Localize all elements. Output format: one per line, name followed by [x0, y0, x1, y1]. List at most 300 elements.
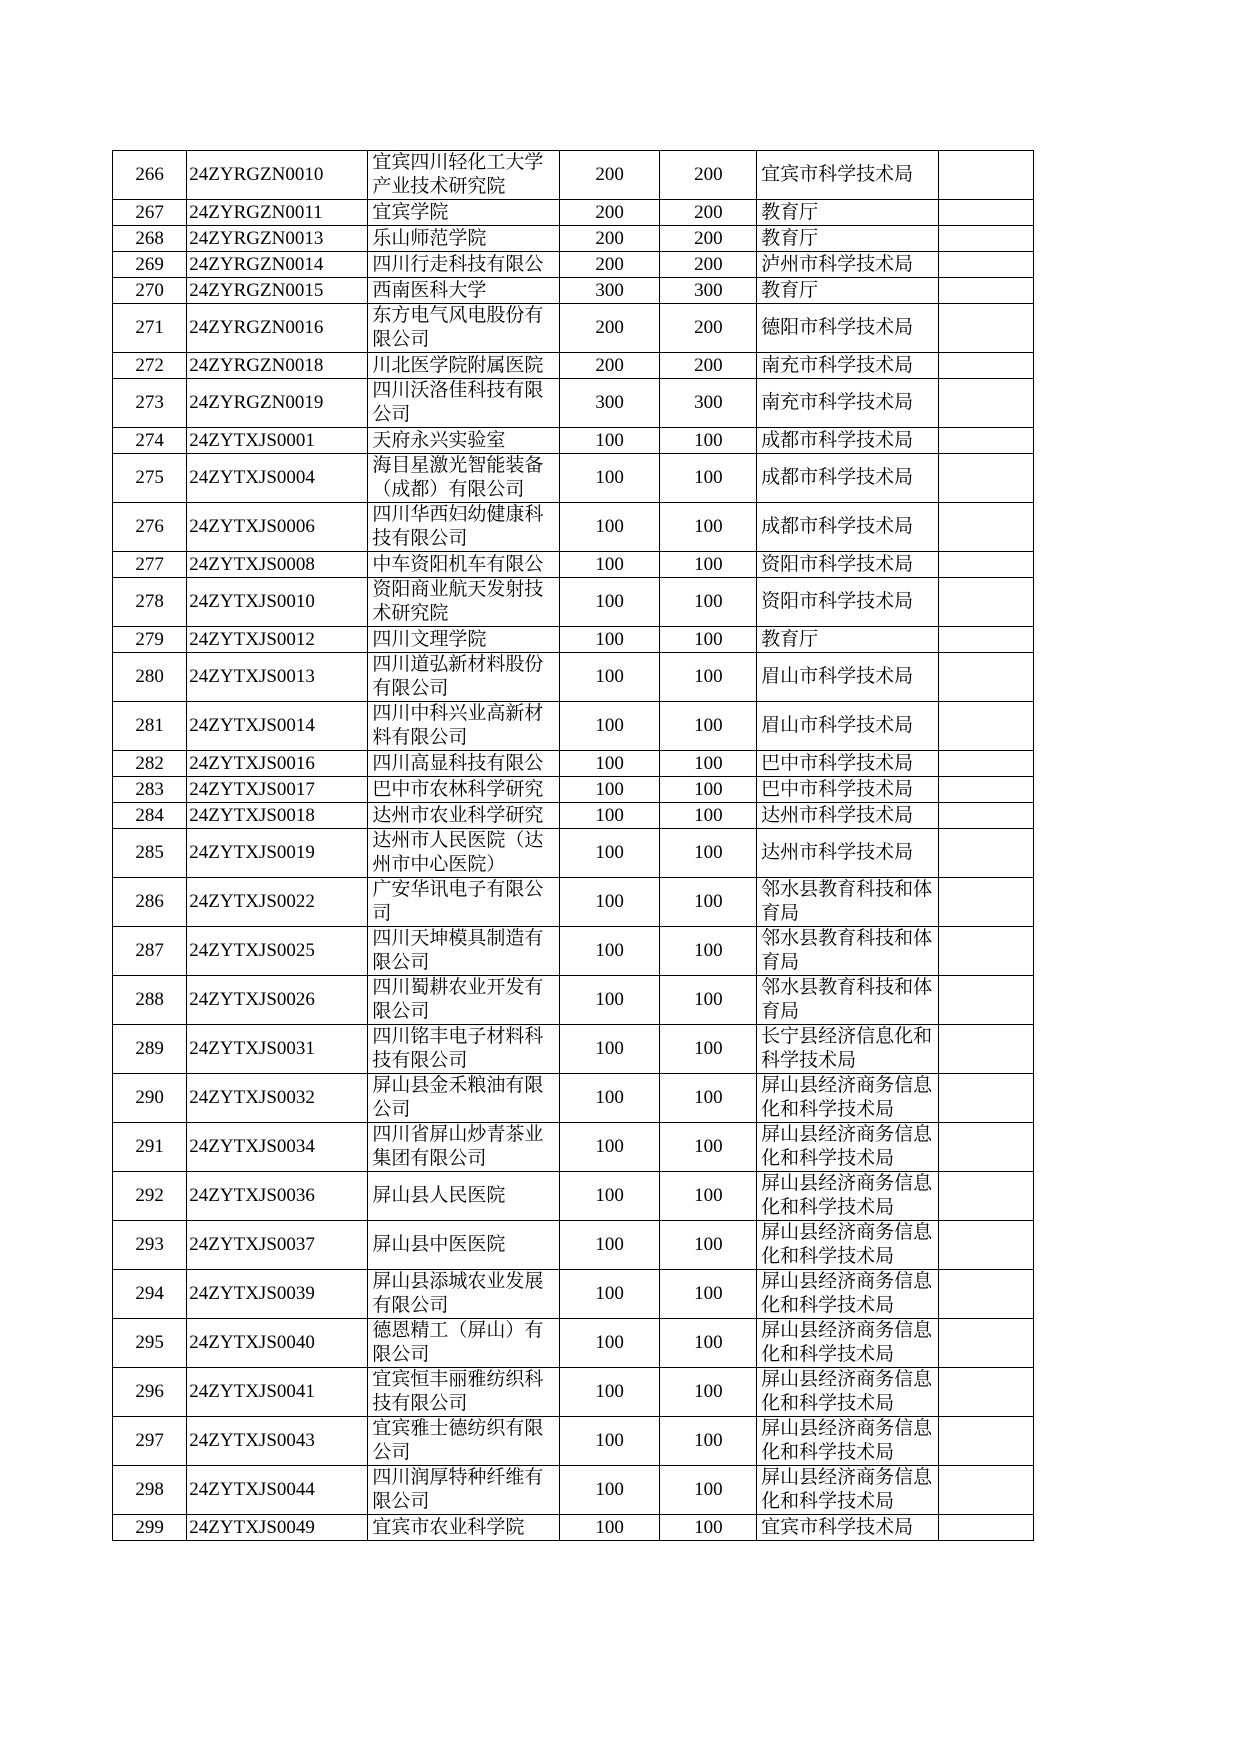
cell-note — [939, 278, 1034, 304]
table-row — [113, 1368, 1034, 1417]
cell-project-code — [187, 1515, 368, 1541]
cell-project-code-text: 24ZYTXJS0018 — [189, 804, 315, 826]
cell-index-text: 289 — [135, 1038, 164, 1059]
cell-index — [113, 278, 187, 304]
cell-amount-a — [559, 1025, 660, 1074]
cell-department-text: 德阳市科学技术局 — [761, 317, 914, 338]
cell-unit-name-text: 屏山县金禾粮油有限公司 — [372, 1075, 544, 1120]
cell-unit-name — [368, 1417, 559, 1466]
cell-amount-b-text: 200 — [694, 227, 723, 249]
cell-amount-b-text: 100 — [694, 467, 723, 488]
cell-amount-a-text: 100 — [595, 1332, 624, 1353]
table-row — [113, 878, 1034, 927]
cell-amount-a-text: 100 — [595, 1136, 624, 1157]
cell-amount-b-text: 100 — [694, 516, 723, 537]
cell-index-text: 299 — [135, 1516, 164, 1538]
cell-project-code-text: 24ZYTXJS0001 — [189, 429, 315, 451]
cell-project-code — [187, 1466, 368, 1515]
cell-department — [757, 1368, 939, 1417]
table-row — [113, 1466, 1034, 1515]
cell-index — [113, 1270, 187, 1319]
cell-note — [939, 200, 1034, 226]
cell-project-code-text: 24ZYTXJS0004 — [189, 467, 315, 488]
cell-department — [757, 503, 939, 552]
cell-amount-b — [660, 627, 757, 653]
cell-index — [113, 878, 187, 927]
cell-amount-a-text: 100 — [595, 429, 624, 451]
cell-amount-b-text: 200 — [694, 253, 723, 275]
cell-department-text: 屏山县经济商务信息化和科学技术局 — [761, 1418, 933, 1463]
cell-project-code-text: 24ZYTXJS0026 — [189, 989, 315, 1010]
cell-department-text: 资阳市科学技术局 — [761, 591, 914, 612]
cell-index — [113, 503, 187, 552]
cell-amount-b — [660, 379, 757, 428]
table-row — [113, 927, 1034, 976]
cell-amount-a-text: 100 — [595, 1516, 624, 1538]
cell-note — [939, 353, 1034, 379]
cell-unit-name-text: 四川蜀耕农业开发有限公司 — [372, 977, 544, 1022]
cell-index — [113, 428, 187, 454]
cell-department — [757, 829, 939, 878]
cell-amount-a-text: 100 — [595, 1038, 624, 1059]
cell-department-text: 成都市科学技术局 — [761, 429, 914, 451]
cell-project-code — [187, 777, 368, 803]
cell-amount-b-text: 100 — [694, 1185, 723, 1206]
cell-amount-a-text: 100 — [595, 1381, 624, 1402]
cell-amount-a — [559, 252, 660, 278]
cell-amount-b-text: 200 — [694, 164, 723, 185]
cell-amount-b-text: 100 — [694, 1430, 723, 1451]
cell-department-text: 教育厅 — [761, 279, 819, 301]
cell-project-code — [187, 304, 368, 353]
cell-project-code — [187, 878, 368, 927]
cell-unit-name — [368, 829, 559, 878]
cell-department-text: 屏山县经济商务信息化和科学技术局 — [761, 1369, 933, 1414]
cell-amount-a — [559, 777, 660, 803]
cell-amount-a — [559, 278, 660, 304]
cell-index — [113, 200, 187, 226]
cell-note — [939, 627, 1034, 653]
cell-department-text: 屏山县经济商务信息化和科学技术局 — [761, 1320, 933, 1365]
cell-index-text: 288 — [135, 989, 164, 1010]
cell-amount-a-text: 100 — [595, 804, 624, 826]
cell-unit-name — [368, 927, 559, 976]
cell-unit-name — [368, 304, 559, 353]
cell-amount-b — [660, 829, 757, 878]
cell-note — [939, 252, 1034, 278]
cell-amount-b-text: 100 — [694, 715, 723, 736]
cell-amount-a — [559, 200, 660, 226]
cell-unit-name — [368, 151, 559, 200]
cell-unit-name-text: 天府永兴实验室 — [372, 429, 506, 451]
cell-amount-a-text: 100 — [595, 628, 624, 650]
cell-amount-a — [559, 878, 660, 927]
cell-note — [939, 1172, 1034, 1221]
cell-index — [113, 627, 187, 653]
cell-index-text: 298 — [135, 1479, 164, 1500]
table-row — [113, 200, 1034, 226]
cell-department-text: 屏山县经济商务信息化和科学技术局 — [761, 1222, 933, 1267]
cell-project-code-text: 24ZYRGZN0013 — [189, 227, 324, 249]
cell-amount-b — [660, 1172, 757, 1221]
cell-index — [113, 976, 187, 1025]
cell-index-text: 291 — [135, 1136, 164, 1157]
cell-note — [939, 1515, 1034, 1541]
cell-note — [939, 653, 1034, 702]
cell-unit-name — [368, 252, 559, 278]
cell-project-code-text: 24ZYTXJS0031 — [189, 1038, 315, 1059]
table-row — [113, 304, 1034, 353]
table-row — [113, 803, 1034, 829]
table-row — [113, 1515, 1034, 1541]
cell-amount-b-text: 100 — [694, 628, 723, 650]
cell-project-code — [187, 428, 368, 454]
cell-department-text: 成都市科学技术局 — [761, 467, 914, 488]
cell-index-text: 283 — [135, 778, 164, 800]
cell-project-code-text: 24ZYTXJS0013 — [189, 666, 315, 687]
cell-amount-b — [660, 803, 757, 829]
table-row — [113, 1074, 1034, 1123]
cell-amount-a — [559, 1417, 660, 1466]
cell-project-code-text: 24ZYTXJS0037 — [189, 1234, 315, 1255]
cell-amount-a-text: 100 — [595, 516, 624, 537]
cell-amount-a — [559, 976, 660, 1025]
cell-amount-b — [660, 304, 757, 353]
cell-department — [757, 428, 939, 454]
cell-amount-b — [660, 751, 757, 777]
cell-project-code-text: 24ZYTXJS0043 — [189, 1430, 315, 1451]
cell-unit-name-text: 宜宾学院 — [372, 201, 449, 223]
cell-note — [939, 379, 1034, 428]
cell-unit-name-text: 屏山县人民医院 — [372, 1185, 506, 1206]
cell-project-code — [187, 1172, 368, 1221]
cell-project-code — [187, 1417, 368, 1466]
cell-department-text: 达州市科学技术局 — [761, 804, 914, 826]
cell-amount-b — [660, 878, 757, 927]
cell-note — [939, 803, 1034, 829]
cell-note — [939, 304, 1034, 353]
table-row — [113, 379, 1034, 428]
cell-department — [757, 1172, 939, 1221]
cell-department-text: 邻水县教育科技和体育局 — [761, 977, 933, 1022]
cell-amount-b-text: 100 — [694, 1283, 723, 1304]
cell-note — [939, 1221, 1034, 1270]
cell-amount-a-text: 100 — [595, 1479, 624, 1500]
cell-index — [113, 1123, 187, 1172]
cell-note — [939, 1417, 1034, 1466]
cell-unit-name — [368, 379, 559, 428]
cell-project-code — [187, 1074, 368, 1123]
cell-index — [113, 1172, 187, 1221]
cell-project-code-text: 24ZYTXJS0012 — [189, 628, 315, 650]
cell-note — [939, 751, 1034, 777]
cell-unit-name — [368, 751, 559, 777]
cell-amount-a-text: 100 — [595, 1283, 624, 1304]
cell-note — [939, 1466, 1034, 1515]
cell-department-text: 屏山县经济商务信息化和科学技术局 — [761, 1271, 933, 1316]
table-row — [113, 552, 1034, 578]
cell-department-text: 资阳市科学技术局 — [761, 553, 914, 575]
cell-unit-name — [368, 1074, 559, 1123]
cell-index-text: 272 — [135, 354, 164, 376]
cell-note — [939, 226, 1034, 252]
cell-department-text: 成都市科学技术局 — [761, 516, 914, 537]
cell-project-code-text: 24ZYRGZN0016 — [189, 317, 324, 338]
table-row — [113, 1417, 1034, 1466]
cell-unit-name — [368, 803, 559, 829]
cell-index — [113, 653, 187, 702]
cell-project-code-text: 24ZYRGZN0014 — [189, 253, 324, 275]
table-row — [113, 578, 1034, 627]
cell-project-code — [187, 627, 368, 653]
cell-amount-a — [559, 1172, 660, 1221]
cell-note — [939, 1319, 1034, 1368]
cell-amount-a — [559, 552, 660, 578]
table-row — [113, 829, 1034, 878]
cell-amount-a-text: 200 — [595, 317, 624, 338]
cell-project-code-text: 24ZYTXJS0010 — [189, 591, 315, 612]
cell-unit-name-text: 乐山师范学院 — [372, 227, 487, 249]
cell-department — [757, 1466, 939, 1515]
cell-index — [113, 1319, 187, 1368]
cell-amount-a — [559, 428, 660, 454]
cell-amount-b — [660, 1417, 757, 1466]
cell-index-text: 271 — [135, 317, 164, 338]
cell-department-text: 屏山县经济商务信息化和科学技术局 — [761, 1467, 933, 1512]
cell-index-text: 270 — [135, 279, 164, 301]
cell-amount-a-text: 100 — [595, 940, 624, 961]
cell-project-code — [187, 552, 368, 578]
cell-index-text: 295 — [135, 1332, 164, 1353]
cell-department — [757, 353, 939, 379]
cell-index-text: 287 — [135, 940, 164, 961]
cell-project-code-text: 24ZYTXJS0019 — [189, 842, 315, 863]
cell-department — [757, 1270, 939, 1319]
table-row — [113, 353, 1034, 379]
cell-amount-b — [660, 1025, 757, 1074]
cell-amount-a-text: 300 — [595, 392, 624, 413]
cell-department-text: 长宁县经济信息化和科学技术局 — [761, 1026, 933, 1071]
cell-project-code — [187, 1025, 368, 1074]
cell-amount-b-text: 100 — [694, 804, 723, 826]
cell-note — [939, 1368, 1034, 1417]
cell-note — [939, 878, 1034, 927]
cell-amount-b — [660, 252, 757, 278]
cell-unit-name-text: 四川华西妇幼健康科技有限公司 — [372, 504, 544, 549]
cell-amount-b — [660, 927, 757, 976]
cell-unit-name-text: 四川道弘新材料股份有限公司 — [372, 654, 544, 699]
cell-amount-a-text: 100 — [595, 1087, 624, 1108]
cell-department — [757, 252, 939, 278]
cell-unit-name-text: 西南医科大学 — [372, 279, 487, 301]
cell-unit-name — [368, 1466, 559, 1515]
cell-department-text: 邻水县教育科技和体育局 — [761, 879, 933, 924]
cell-unit-name — [368, 1123, 559, 1172]
cell-project-code-text: 24ZYTXJS0022 — [189, 891, 315, 912]
cell-department-text: 教育厅 — [761, 201, 819, 223]
cell-amount-a-text: 200 — [595, 354, 624, 376]
cell-amount-a-text: 200 — [595, 253, 624, 275]
cell-index — [113, 578, 187, 627]
cell-note — [939, 151, 1034, 200]
cell-department-text: 屏山县经济商务信息化和科学技术局 — [761, 1124, 933, 1169]
cell-amount-b — [660, 1319, 757, 1368]
cell-amount-a — [559, 751, 660, 777]
cell-amount-a — [559, 226, 660, 252]
cell-unit-name-text: 四川沃洛佳科技有限公司 — [372, 380, 544, 425]
cell-amount-b-text: 100 — [694, 1234, 723, 1255]
cell-amount-a — [559, 503, 660, 552]
cell-department — [757, 702, 939, 751]
cell-project-code — [187, 829, 368, 878]
cell-note — [939, 777, 1034, 803]
cell-amount-b — [660, 353, 757, 379]
cell-index — [113, 1074, 187, 1123]
cell-unit-name — [368, 702, 559, 751]
cell-amount-b-text: 100 — [694, 752, 723, 774]
cell-unit-name — [368, 1172, 559, 1221]
cell-unit-name — [368, 653, 559, 702]
cell-index-text: 281 — [135, 715, 164, 736]
cell-amount-b-text: 100 — [694, 591, 723, 612]
cell-department — [757, 803, 939, 829]
cell-unit-name — [368, 353, 559, 379]
cell-index-text: 284 — [135, 804, 164, 826]
cell-amount-a — [559, 151, 660, 200]
cell-department-text: 巴中市科学技术局 — [761, 778, 914, 800]
cell-amount-b — [660, 578, 757, 627]
cell-project-code — [187, 454, 368, 503]
cell-unit-name — [368, 1515, 559, 1541]
cell-index — [113, 151, 187, 200]
cell-amount-a — [559, 1515, 660, 1541]
cell-department — [757, 1319, 939, 1368]
cell-index-text: 286 — [135, 891, 164, 912]
cell-amount-b-text: 100 — [694, 1516, 723, 1538]
cell-index-text: 266 — [135, 164, 164, 185]
cell-amount-b-text: 100 — [694, 1332, 723, 1353]
cell-project-code-text: 24ZYRGZN0019 — [189, 392, 324, 413]
cell-project-code — [187, 226, 368, 252]
cell-department — [757, 1074, 939, 1123]
cell-project-code — [187, 976, 368, 1025]
cell-amount-b-text: 100 — [694, 940, 723, 961]
cell-index — [113, 829, 187, 878]
table-row — [113, 252, 1034, 278]
cell-unit-name-text: 广安华讯电子有限公司 — [372, 879, 544, 924]
table-row — [113, 1221, 1034, 1270]
cell-amount-b — [660, 1368, 757, 1417]
cell-unit-name-text: 宜宾四川轻化工大学产业技术研究院 — [372, 152, 544, 197]
table-row — [113, 1319, 1034, 1368]
cell-unit-name-text: 宜宾雅士德纺织有限公司 — [372, 1418, 544, 1463]
cell-project-code — [187, 702, 368, 751]
cell-amount-a-text: 100 — [595, 553, 624, 575]
cell-amount-b-text: 100 — [694, 1479, 723, 1500]
cell-department — [757, 552, 939, 578]
cell-amount-b-text: 300 — [694, 279, 723, 301]
cell-amount-b — [660, 653, 757, 702]
cell-note — [939, 1270, 1034, 1319]
cell-index-text: 268 — [135, 227, 164, 249]
cell-index-text: 280 — [135, 666, 164, 687]
cell-amount-a-text: 100 — [595, 666, 624, 687]
cell-project-code — [187, 1270, 368, 1319]
cell-department — [757, 304, 939, 353]
cell-project-code-text: 24ZYTXJS0017 — [189, 778, 315, 800]
cell-project-code-text: 24ZYTXJS0040 — [189, 1332, 315, 1353]
cell-amount-b-text: 100 — [694, 989, 723, 1010]
cell-unit-name-text: 四川铭丰电子材料科技有限公司 — [372, 1026, 544, 1071]
cell-unit-name-text: 四川中科兴业高新材料有限公司 — [372, 703, 544, 748]
cell-department — [757, 1025, 939, 1074]
cell-unit-name-text: 宜宾市农业科学院 — [372, 1516, 525, 1538]
cell-project-code — [187, 1123, 368, 1172]
cell-project-code — [187, 278, 368, 304]
cell-unit-name-text: 屏山县添城农业发展有限公司 — [372, 1271, 544, 1316]
cell-index-text: 277 — [135, 553, 164, 575]
table-row — [113, 428, 1034, 454]
cell-amount-b — [660, 503, 757, 552]
cell-department-text: 屏山县经济商务信息化和科学技术局 — [761, 1173, 933, 1218]
cell-unit-name-text: 达州市人民医院（达州市中心医院） — [372, 830, 544, 875]
cell-amount-b — [660, 1221, 757, 1270]
cell-unit-name — [368, 1319, 559, 1368]
cell-index — [113, 304, 187, 353]
cell-unit-name-text: 四川省屏山炒青茶业集团有限公司 — [372, 1124, 544, 1169]
cell-amount-b-text: 200 — [694, 317, 723, 338]
cell-index — [113, 1221, 187, 1270]
cell-index — [113, 353, 187, 379]
cell-amount-a-text: 100 — [595, 891, 624, 912]
cell-department-text: 泸州市科学技术局 — [761, 253, 914, 275]
cell-amount-a — [559, 578, 660, 627]
cell-index — [113, 1368, 187, 1417]
cell-index-text: 278 — [135, 591, 164, 612]
project-table-body — [113, 151, 1034, 1541]
cell-amount-b — [660, 454, 757, 503]
cell-department — [757, 226, 939, 252]
cell-unit-name — [368, 878, 559, 927]
cell-department-text: 达州市科学技术局 — [761, 842, 914, 863]
cell-note — [939, 927, 1034, 976]
cell-amount-a — [559, 304, 660, 353]
cell-project-code-text: 24ZYTXJS0014 — [189, 715, 315, 736]
cell-amount-b — [660, 226, 757, 252]
cell-amount-b — [660, 552, 757, 578]
cell-department — [757, 151, 939, 200]
cell-project-code — [187, 252, 368, 278]
cell-amount-a — [559, 653, 660, 702]
cell-note — [939, 1025, 1034, 1074]
table-row — [113, 1172, 1034, 1221]
cell-index-text: 276 — [135, 516, 164, 537]
cell-amount-b-text: 200 — [694, 201, 723, 223]
cell-department-text: 宜宾市科学技术局 — [761, 164, 914, 185]
cell-project-code — [187, 151, 368, 200]
cell-index — [113, 552, 187, 578]
cell-amount-b-text: 100 — [694, 1136, 723, 1157]
table-row — [113, 226, 1034, 252]
cell-note — [939, 1123, 1034, 1172]
cell-unit-name — [368, 454, 559, 503]
cell-amount-b — [660, 151, 757, 200]
table-row — [113, 503, 1034, 552]
table-row — [113, 976, 1034, 1025]
cell-project-code-text: 24ZYTXJS0032 — [189, 1087, 315, 1108]
cell-amount-a-text: 200 — [595, 164, 624, 185]
cell-department-text: 教育厅 — [761, 227, 819, 249]
